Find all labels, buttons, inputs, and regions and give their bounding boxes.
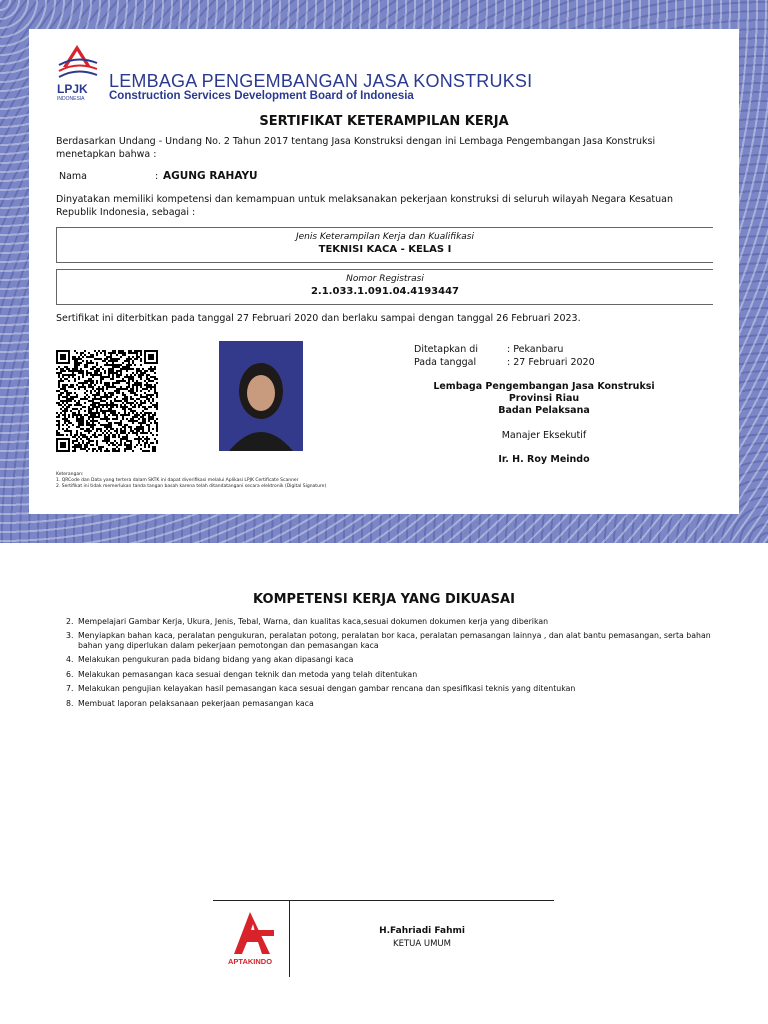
list-item [66,699,716,709]
intro-paragraph: Berdasarkan Undang - Undang No. 2 Tahun 2017 tentang Jasa Konstruksi dengan ini Lembaga Pengembangan Jasa Konstruksi menetapkan bahwa : [56,136,656,160]
item-text: Mempelajari Gambar Kerja, Ukura, Jenis, Tebal, Warna, dan kualitas kaca,sesuai dokumen dokumen kerja yang diberikan [78,617,549,626]
date-value: : 27 Februari 2020 [507,357,595,368]
item-number: 4. [66,655,74,665]
validity-text: Sertifikat ini diterbitkan pada tanggal 27 Februari 2020 dan berlaku sampai dengan tanggal 26 Februari 2023. [56,313,581,324]
holder-photo [219,341,303,451]
name-colon: : [155,171,159,182]
certificate-body [29,29,739,514]
registration-number: 2.1.033.1.091.04.4193447 [310,286,460,297]
statement-paragraph: Dinyatakan memiliki kompetensi dan kemampuan untuk melaksanakan pekerjaan konstruksi di seluruh wilayah Negara Kesatuan Republik Indonesia, sebagai : [56,194,674,218]
note-1: 1. QRCode dan Data yang tertera dalam SKTK ini dapat diverifikasi melalui Aplikasi LPJK Certificate Scanner [56,478,299,483]
holder-name: AGUNG RAHAYU [163,170,258,182]
lpjk-logo-text: LPJK [57,82,88,96]
date-label: Pada tanggal [414,357,477,368]
org-name: LEMBAGA PENGEMBANGAN JASA KONSTRUKSI [109,71,533,91]
qualification-box [56,227,713,263]
item-text: Melakukan pengujian kelayakan hasil pemasangan kaca sesuai dengan gambar rencana dan spesifikasi teknis yang ditentukan [78,684,576,694]
place-label: Ditetapkan di [414,344,478,355]
lpjk-logo [51,41,103,101]
item-number: 8. [66,698,74,708]
competency-list [66,617,716,713]
competency-title: KOMPETENSI KERJA YANG DIKUASAI [253,592,515,607]
aptakindo-logo [228,910,278,968]
list-item [66,655,716,665]
footer-divider [213,900,554,901]
aptakindo-logo-text: APTAKINDO [228,957,273,966]
item-number: 3. [66,631,74,641]
item-text: Menyiapkan bahan kaca, peralatan pengukuran, peralatan potong, peralatan bor kaca, peralatan pemasangan lainnya , dan alat bantu pemasangan, serta bahan bahan yang diperlukan dalam pekerjaan pemotongan dan pemasangan kaca [78,631,711,650]
name-label: Nama [59,171,88,182]
list-item [66,684,716,694]
list-item [66,631,716,650]
item-text: Melakukan pengukuran pada bidang bidang yang akan dipasangi kaca [78,655,354,665]
signer-name: Ir. H. Roy Meindo [498,454,590,465]
registration-caption: Nomor Registrasi [346,274,424,284]
issuer-line-2: Provinsi Riau [508,393,580,404]
org-subtitle: Construction Services Development Board of Indonesia [109,90,414,102]
qualification-value: TEKNISI KACA - KELAS I [318,244,452,255]
list-item [66,617,716,627]
item-number: 2. [66,617,74,626]
chairman-name: H.Fahriadi Fahmi [379,926,465,936]
qr-code[interactable] [56,350,158,452]
place-value: : Pekanbaru [507,344,564,355]
lpjk-logo-subtext: INDONESIA [57,96,85,101]
qualification-caption: Jenis Keterampilan Kerja dan Kualifikasi [295,232,474,242]
item-text: Melakukan pemasangan kaca sesuai dengan teknik dan metoda yang telah ditentukan [78,669,418,679]
item-number: 6. [66,669,74,679]
issuer-line-1: Lembaga Pengembangan Jasa Konstruksi [433,381,655,392]
note-2: 2. Sertifikat ini tidak memerlukan tanda tangan basah karena telah ditandatangani secara elektronik (Digital Signature) [56,484,327,489]
notes-title: Keterangan: [56,472,84,477]
certificate-title: SERTIFIKAT KETERAMPILAN KERJA [259,114,509,129]
registration-box [56,269,713,305]
issuer-line-3: Badan Pelaksana [498,405,590,416]
chairman-title: KETUA UMUM [393,939,451,949]
signer-role: Manajer Eksekutif [501,430,587,441]
list-item [66,670,716,680]
item-text: Membuat laporan pelaksanaan pekerjaan pemasangan kaca [78,698,314,708]
item-number: 7. [66,684,74,694]
